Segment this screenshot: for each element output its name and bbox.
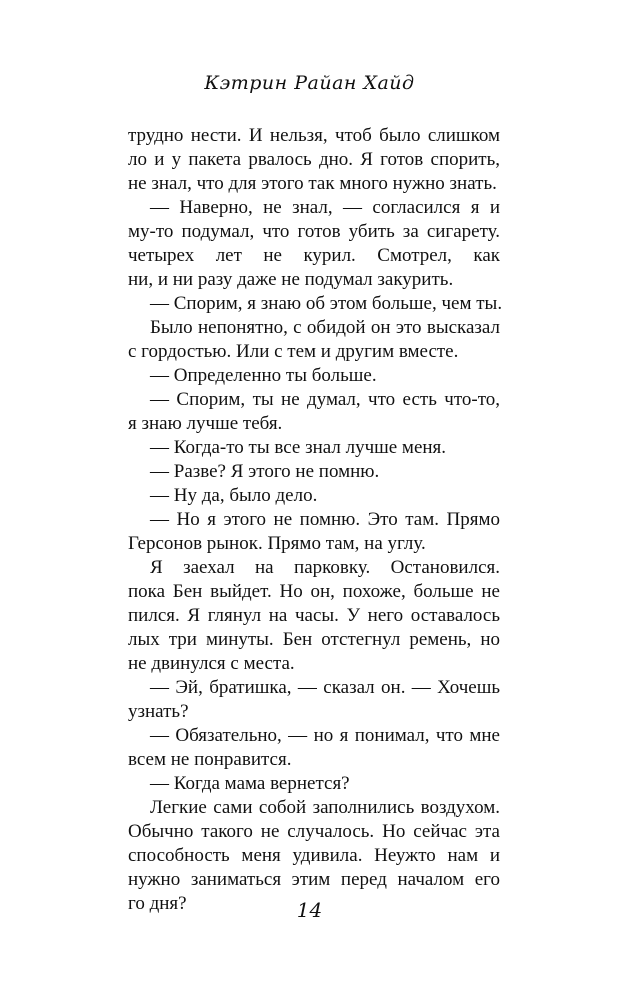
text-line	[128, 796, 500, 820]
text-line-content: — Наверно, не знал, — согласился я и	[150, 197, 500, 218]
text-line	[128, 868, 500, 892]
text-line	[128, 724, 500, 748]
text-line	[128, 460, 500, 484]
text-line-content: — Обязательно, — но я понимал, что мне	[150, 725, 500, 746]
text-line-content: способность меня удивила. Неужто нам и	[128, 845, 500, 866]
text-line	[128, 196, 500, 220]
text-line-content: — Спорим, я знаю об этом больше, чем ты.	[150, 293, 503, 314]
text-line-content: — Когда мама вернется?	[150, 773, 350, 794]
running-head-author: Кэтрин Райан Хайд	[204, 72, 415, 94]
text-line-content: го дня?	[128, 893, 187, 914]
text-line-content: не знал, что для этого так много нужно знать.	[128, 173, 497, 194]
text-line	[128, 508, 500, 532]
text-line-content: — Определенно ты больше.	[150, 365, 377, 386]
text-line	[128, 340, 500, 364]
text-line	[128, 700, 500, 724]
text-line	[128, 604, 500, 628]
page-number: 14	[296, 898, 323, 922]
text-line-content: пился. Я глянул на часы. У него оставалось	[128, 605, 500, 626]
text-line	[128, 148, 500, 172]
text-line-content: — Разве? Я этого не помню.	[150, 461, 380, 482]
text-line-content: узнать?	[128, 701, 189, 722]
text-line	[128, 220, 500, 244]
text-line-content: четырех лет не курил. Смотрел, как	[128, 245, 500, 266]
text-line	[128, 244, 500, 268]
text-line	[128, 268, 500, 292]
text-line	[128, 292, 503, 316]
text-line-content: ло и у пакета рвалось дно. Я готов спорить,	[128, 149, 500, 170]
text-line	[128, 628, 500, 652]
text-line	[128, 556, 500, 580]
text-line-content: с гордостью. Или с тем и другим вместе.	[128, 341, 459, 362]
text-line	[128, 652, 500, 676]
text-line	[128, 484, 500, 508]
text-line-content: ни, и ни разу даже не подумал закурить.	[128, 269, 454, 290]
text-line-content: трудно нести. И нельзя, чтоб было слишком	[128, 125, 500, 146]
text-line	[128, 772, 500, 796]
text-line	[128, 364, 500, 388]
text-line	[128, 388, 500, 412]
text-line	[128, 316, 500, 340]
text-line-content: Я заехал на парковку. Остановился.	[150, 557, 500, 578]
text-line-content: я знаю лучше тебя.	[128, 413, 283, 434]
body-text	[128, 124, 503, 916]
text-line	[128, 532, 500, 556]
text-line-content: — Эй, братишка, — сказал он. — Хочешь	[150, 677, 500, 698]
text-line-content: Герсонов рынок. Прямо там, на углу.	[128, 533, 426, 554]
text-line-content: всем не понравится.	[128, 749, 292, 770]
text-line-content: лых три минуты. Бен отстегнул ремень, но	[128, 629, 500, 650]
text-line-content: — Ну да, было дело.	[150, 485, 318, 506]
text-line	[128, 412, 500, 436]
text-line	[128, 436, 500, 460]
text-line-content: Было непонятно, с обидой он это высказал	[150, 317, 500, 338]
text-line-content: Обычно такого не случалось. Но сейчас эта	[128, 821, 500, 842]
text-line-content: — Когда-то ты все знал лучше меня.	[150, 437, 447, 458]
text-line	[128, 172, 500, 196]
text-line	[128, 844, 500, 868]
text-line	[128, 748, 500, 772]
text-line-content: нужно заниматься этим перед началом его	[128, 869, 500, 890]
text-line	[128, 580, 500, 604]
text-line-content: — Спорим, ты не думал, что есть что-то,	[150, 389, 500, 410]
text-line-content: Легкие сами собой заполнились воздухом.	[150, 797, 500, 818]
text-line	[128, 820, 500, 844]
text-line	[128, 124, 500, 148]
text-line-content: пока Бен выйдет. Но он, похоже, больше не	[128, 581, 500, 602]
text-line-content: — Но я этого не помню. Это там. Прямо	[150, 509, 500, 530]
text-line-content: му-то подумал, что готов убить за сигарету.	[128, 221, 500, 242]
text-line-content: не двинулся с места.	[128, 653, 295, 674]
text-line	[128, 676, 500, 700]
